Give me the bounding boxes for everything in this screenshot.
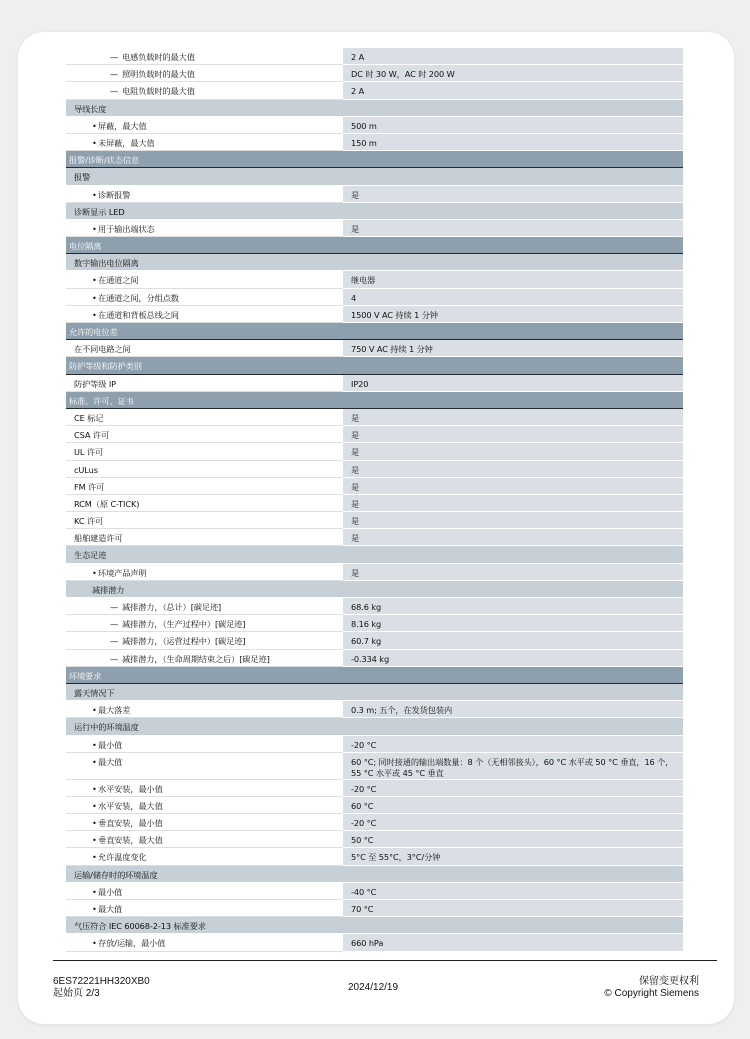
spec-label: cULus <box>74 464 98 475</box>
spec-label-cell <box>66 495 343 512</box>
subsection-header: 运输/储存时的环境温度 <box>66 866 683 883</box>
spec-row <box>66 340 683 357</box>
spec-label-cell <box>66 512 343 529</box>
footer-date: 2024/12/19 <box>348 982 399 993</box>
datasheet-page <box>18 32 734 1024</box>
spec-value: 是 <box>343 512 683 529</box>
spec-label-cell <box>66 650 343 667</box>
spec-label: 减排潜力，（生产过程中）[碳足迹] <box>122 619 246 630</box>
spec-label-cell <box>66 117 343 134</box>
dash-icon: — <box>110 619 119 630</box>
bullet-icon: • <box>92 309 97 320</box>
dash-icon: — <box>110 602 119 612</box>
spec-label: 最大值 <box>98 756 123 767</box>
spec-value: 50 °C <box>343 831 683 848</box>
spec-label: 最大落差 <box>98 705 131 716</box>
spec-value: DC 时 30 W，AC 时 200 W <box>343 65 683 82</box>
spec-table <box>66 48 683 952</box>
spec-row <box>66 780 683 797</box>
spec-label: 电感负载时的最大值 <box>122 52 195 62</box>
spec-value: 68.6 kg <box>343 598 683 615</box>
spec-value: 是 <box>343 478 683 495</box>
spec-row <box>66 701 683 718</box>
spec-label-cell <box>66 900 343 917</box>
subsection-header: 气压符合 IEC 60068-2-13 标准要求 <box>66 917 683 934</box>
spec-value: 是 <box>343 495 683 512</box>
spec-row <box>66 306 683 323</box>
spec-value: 2 A <box>343 48 683 65</box>
dash-icon: — <box>110 69 119 80</box>
spec-row <box>66 512 683 529</box>
spec-label-cell <box>66 426 343 443</box>
spec-value: 60 °C; 同时接通的输出端数量：8 个（无相邻接头），60 °C 水平或 50 °C 垂直，16 个，55 °C 水平或 45 °C 垂直 <box>343 753 683 780</box>
dash-icon: — <box>110 86 119 97</box>
spec-label: 在不同电路之间 <box>74 344 131 355</box>
bullet-icon: • <box>92 835 97 846</box>
spec-label: 在通道和背板总线之间 <box>98 309 179 320</box>
bullet-icon: • <box>92 818 97 829</box>
spec-label-cell <box>66 632 343 649</box>
spec-label: 最小值 <box>98 886 123 897</box>
spec-label: UL 许可 <box>74 447 104 458</box>
subsection-header: 生态足迹 <box>66 546 683 563</box>
bullet-icon: • <box>92 739 97 750</box>
footer-right <box>604 976 699 1000</box>
bullet-icon: • <box>92 886 97 897</box>
spec-row <box>66 883 683 900</box>
spec-label-cell <box>66 753 343 780</box>
spec-value: 660 hPa <box>343 934 683 951</box>
spec-label: 在通道之间，分组点数 <box>98 292 179 303</box>
spec-label: 最小值 <box>98 739 123 750</box>
bullet-icon: • <box>92 904 97 914</box>
spec-label: 水平安装，最小值 <box>98 783 163 794</box>
spec-row <box>66 117 683 134</box>
spec-label-cell <box>66 82 343 99</box>
subsection-header: 数字输出电位隔离 <box>66 254 683 271</box>
spec-row <box>66 495 683 512</box>
spec-label-cell <box>66 271 343 288</box>
spec-row <box>66 797 683 814</box>
spec-label: 照明负载时的最大值 <box>122 69 195 80</box>
subsection-header: 诊断显示 LED <box>66 203 683 220</box>
dash-icon: — <box>110 636 119 647</box>
spec-value: 是 <box>343 426 683 443</box>
spec-label: 电阻负载时的最大值 <box>122 86 195 97</box>
bullet-icon: • <box>92 800 97 811</box>
spec-value: 60 °C <box>343 797 683 814</box>
bullet-icon: • <box>92 567 97 578</box>
spec-label-cell <box>66 529 343 546</box>
spec-label-cell <box>66 461 343 478</box>
section-header: 标准、许可、证书 <box>66 392 683 409</box>
spec-value: 是 <box>343 564 683 581</box>
spec-value: -20 °C <box>343 814 683 831</box>
spec-label: 水平安装，最大值 <box>98 800 163 811</box>
spec-row <box>66 900 683 917</box>
spec-label: RCM（原 C-TICK) <box>74 498 140 509</box>
bullet-icon: • <box>92 275 97 286</box>
spec-label-cell <box>66 780 343 797</box>
spec-row <box>66 736 683 753</box>
spec-value: 是 <box>343 409 683 426</box>
spec-row <box>66 220 683 237</box>
spec-label: 未屏蔽，最大值 <box>98 137 155 148</box>
spec-value: 是 <box>343 461 683 478</box>
spec-label-cell <box>66 375 343 392</box>
spec-label-cell <box>66 289 343 306</box>
spec-label: CSA 许可 <box>74 430 110 441</box>
page-number: 起始页 2/3 <box>53 988 100 999</box>
spec-label-cell <box>66 409 343 426</box>
spec-label-cell <box>66 736 343 753</box>
spec-label: 垂直安装，最小值 <box>98 818 163 829</box>
spec-value: 8.16 kg <box>343 615 683 632</box>
spec-row <box>66 186 683 203</box>
spec-value: 5°C 至 55°C，3°C/分钟 <box>343 848 683 865</box>
spec-label-cell <box>66 306 343 323</box>
subsection-header: 报警 <box>66 168 683 185</box>
spec-row <box>66 271 683 288</box>
copyright-notice: © Copyright Siemens <box>604 988 699 999</box>
spec-row <box>66 848 683 865</box>
bullet-icon: • <box>92 137 97 148</box>
subsection-header: 露天情况下 <box>66 684 683 701</box>
section-header: 环境要求 <box>66 667 683 684</box>
spec-value: 60.7 kg <box>343 632 683 649</box>
spec-value: 1500 V AC 持续 1 分钟 <box>343 306 683 323</box>
spec-value: 是 <box>343 529 683 546</box>
spec-row <box>66 814 683 831</box>
spec-label: 船舶建造许可 <box>74 533 123 544</box>
spec-value: -40 °C <box>343 883 683 900</box>
spec-value: 500 m <box>343 117 683 134</box>
spec-value: 是 <box>343 220 683 237</box>
section-header: 电位隔离 <box>66 237 683 254</box>
spec-label: 用于输出端状态 <box>98 223 155 234</box>
spec-row <box>66 289 683 306</box>
spec-row <box>66 409 683 426</box>
page-footer <box>53 960 717 999</box>
spec-label-cell <box>66 934 343 951</box>
spec-value: 继电器 <box>343 271 683 288</box>
spec-value: -20 °C <box>343 780 683 797</box>
spec-label-cell <box>66 48 343 65</box>
spec-label: KC 许可 <box>74 516 104 527</box>
spec-label: 减排潜力，（总计）[碳足迹] <box>122 602 222 612</box>
spec-label: 最大值 <box>98 904 123 914</box>
spec-label: 存放/运输，最小值 <box>98 938 166 949</box>
spec-label-cell <box>66 831 343 848</box>
spec-value: IP20 <box>343 375 683 392</box>
spec-label-cell <box>66 443 343 460</box>
spec-label-cell <box>66 478 343 495</box>
spec-label-cell <box>66 340 343 357</box>
spec-value: 0.3 m; 五个，在发货包装内 <box>343 701 683 718</box>
spec-label: 垂直安装，最大值 <box>98 835 163 846</box>
spec-label: 防护等级 IP <box>74 378 117 389</box>
dash-icon: — <box>110 52 119 62</box>
spec-label-cell <box>66 701 343 718</box>
bullet-icon: • <box>92 292 97 303</box>
spec-label-cell <box>66 848 343 865</box>
bullet-icon: • <box>92 852 97 863</box>
spec-label-cell <box>66 220 343 237</box>
spec-value: 70 °C <box>343 900 683 917</box>
spec-row <box>66 134 683 151</box>
spec-label: 诊断报警 <box>98 189 131 200</box>
section-header: 防护等级和防护类别 <box>66 357 683 374</box>
bullet-icon: • <box>92 705 97 716</box>
section-header: 报警/诊断/状态信息 <box>66 151 683 168</box>
spec-label: 环境产品声明 <box>98 567 147 578</box>
spec-row <box>66 564 683 581</box>
spec-row <box>66 478 683 495</box>
spec-label-cell <box>66 814 343 831</box>
spec-row <box>66 753 683 780</box>
bullet-icon: • <box>92 756 97 767</box>
spec-label-cell <box>66 134 343 151</box>
dash-icon: — <box>110 653 119 664</box>
spec-value: 2 A <box>343 82 683 99</box>
subsection-header: 运行中的环境温度 <box>66 718 683 735</box>
spec-row <box>66 82 683 99</box>
bullet-icon: • <box>92 783 97 794</box>
spec-row <box>66 48 683 65</box>
spec-value: 750 V AC 持续 1 分钟 <box>343 340 683 357</box>
spec-row <box>66 632 683 649</box>
rights-notice: 保留变更权利 <box>639 976 699 987</box>
spec-row <box>66 529 683 546</box>
spec-row <box>66 831 683 848</box>
spec-label-cell <box>66 615 343 632</box>
spec-label: CE 标记 <box>74 412 104 423</box>
spec-label: 屏蔽，最大值 <box>98 120 147 131</box>
spec-label: FM 许可 <box>74 481 105 492</box>
spec-row <box>66 598 683 615</box>
spec-value: -0.334 kg <box>343 650 683 667</box>
section-header: 允许的电位差 <box>66 323 683 340</box>
spec-value: -20 °C <box>343 736 683 753</box>
spec-label-cell <box>66 883 343 900</box>
spec-row <box>66 615 683 632</box>
spec-row <box>66 650 683 667</box>
spec-label: 减排潜力，（运营过程中）[碳足迹] <box>122 636 246 647</box>
spec-label-cell <box>66 598 343 615</box>
spec-label: 允许温度变化 <box>98 852 147 863</box>
article-number: 6ES72221HH320XB0 <box>53 976 150 987</box>
bullet-icon: • <box>92 223 97 234</box>
spec-value: 是 <box>343 186 683 203</box>
subsection-header: 减排潜力 <box>66 581 683 598</box>
spec-value: 4 <box>343 289 683 306</box>
spec-value: 150 m <box>343 134 683 151</box>
spec-label: 在通道之间 <box>98 275 139 286</box>
footer-left <box>53 976 150 1000</box>
spec-value: 是 <box>343 443 683 460</box>
spec-row <box>66 443 683 460</box>
spec-row <box>66 65 683 82</box>
spec-label-cell <box>66 186 343 203</box>
spec-row <box>66 426 683 443</box>
bullet-icon: • <box>92 120 97 131</box>
spec-row <box>66 461 683 478</box>
bullet-icon: • <box>92 938 97 949</box>
spec-label: 减排潜力，（生命周期结束之后）[碳足迹] <box>122 653 270 664</box>
spec-row <box>66 375 683 392</box>
spec-row <box>66 934 683 951</box>
subsection-header: 导线长度 <box>66 100 683 117</box>
bullet-icon: • <box>92 189 97 200</box>
spec-label-cell <box>66 564 343 581</box>
spec-label-cell <box>66 65 343 82</box>
spec-label-cell <box>66 797 343 814</box>
